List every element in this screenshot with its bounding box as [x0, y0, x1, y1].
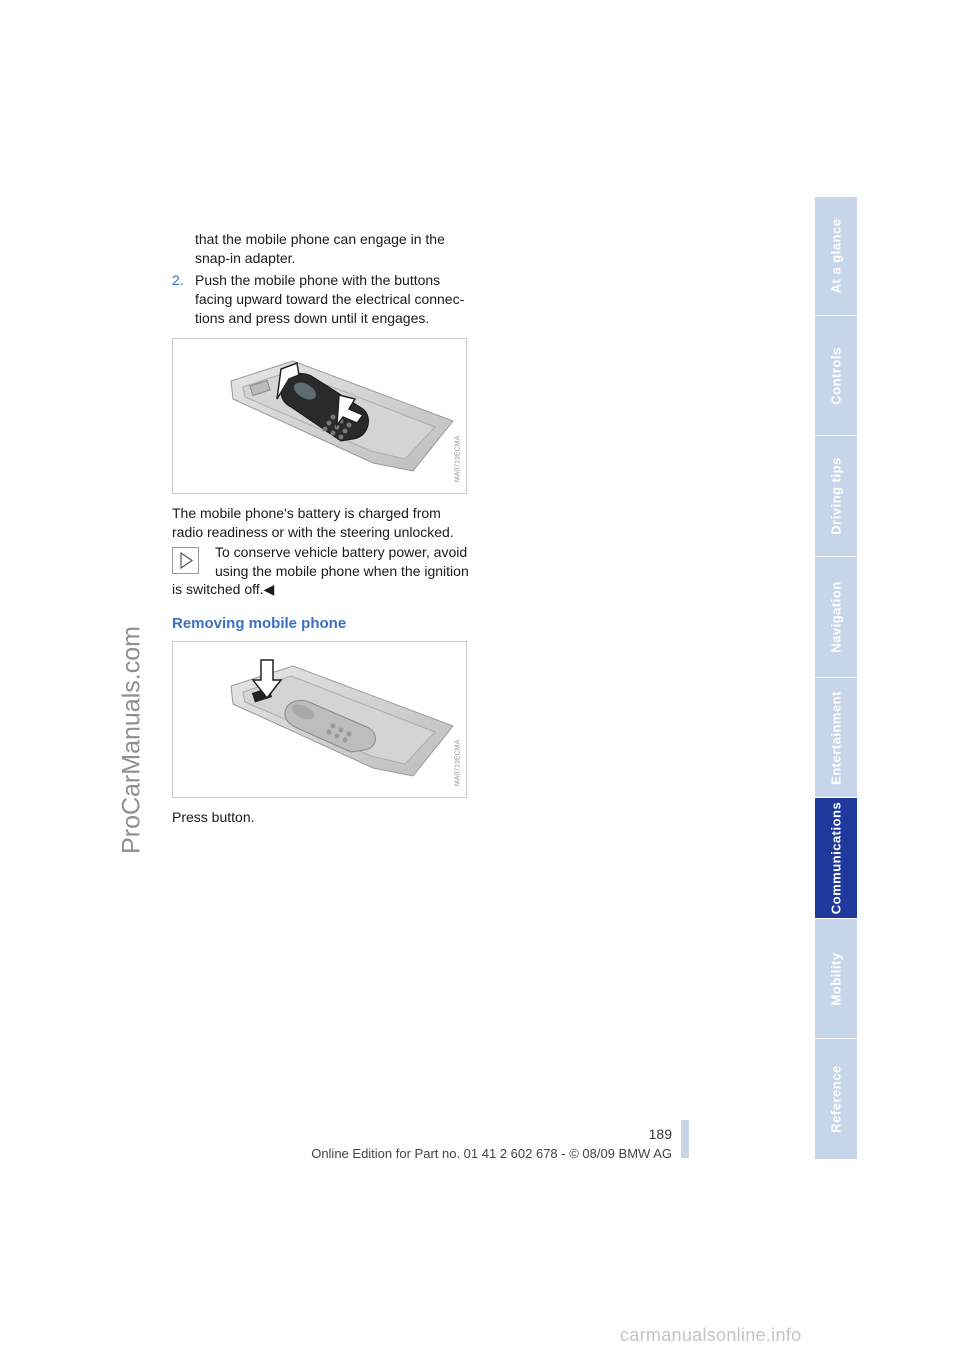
- edition-footer: Online Edition for Part no. 01 41 2 602 678 - © 08/09 BMW AG: [311, 1146, 672, 1161]
- image-code: MA0719ECMA: [454, 739, 462, 787]
- press-button-text: Press button.: [172, 809, 255, 825]
- bottom-watermark: carmanualsonline.info: [620, 1325, 802, 1345]
- tab-at-a-glance[interactable]: At a glance: [815, 197, 857, 316]
- step-text: Push the mobile phone with the buttons facing upward toward the electrical connec-tions and press down until it engages.: [195, 272, 465, 326]
- footer-accent-bar: [681, 1120, 689, 1158]
- continuation-text: that the mobile phone can engage in the snap-in adapter.: [195, 231, 445, 266]
- section-heading: Removing mobile phone: [172, 615, 347, 632]
- remove-phone-illustration: [172, 641, 467, 798]
- note-text: To conserve vehicle battery power, avoid using the mobile phone when the ignition: [215, 544, 469, 579]
- step-number: 2.: [172, 272, 184, 288]
- tab-entertainment[interactable]: Entertainment: [815, 678, 857, 798]
- phone-remove-drawing: [173, 642, 466, 797]
- tab-communications[interactable]: Communications: [815, 798, 857, 919]
- site-watermark: ProCarManuals.com: [117, 626, 146, 854]
- insert-phone-illustration: [172, 338, 467, 494]
- tab-mobility[interactable]: Mobility: [815, 919, 857, 1039]
- note-text-end: is switched off.◀: [172, 581, 275, 597]
- tab-driving-tips[interactable]: Driving tips: [815, 436, 857, 557]
- tab-controls[interactable]: Controls: [815, 316, 857, 436]
- phone-insert-drawing: [173, 339, 466, 493]
- image-code: MA0719ECMA: [454, 435, 462, 483]
- tab-reference[interactable]: Reference: [815, 1039, 857, 1160]
- chapter-tabs: [815, 197, 857, 1160]
- battery-text: The mobile phone's battery is charged from radio readiness or with the steering unlocked.: [172, 505, 454, 540]
- tab-navigation[interactable]: Navigation: [815, 557, 857, 678]
- note-icon: [172, 547, 199, 574]
- page-number: 189: [648, 1126, 672, 1142]
